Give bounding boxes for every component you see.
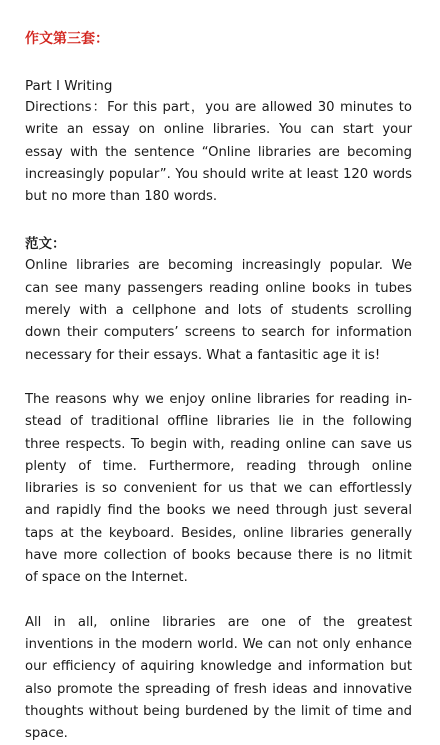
essay-set-title: 作文第三套： <box>25 31 109 47</box>
spacer <box>25 50 412 75</box>
sample-essay-label: 范文： <box>25 236 66 253</box>
spacer <box>25 590 412 612</box>
essay-paragraph-1: Online libraries are becoming increasingly popular. We can see many passengers reading online books in tubes merely with a cellphone and lots of students scrolling down their computers’ screens to search for information necessary for their essays. What a fantasitic age it is! <box>25 258 412 363</box>
essay-paragraph-2: The reasons why we enjoy online libraries for reading instead of traditional offline libraries lie in the following three respects. To begin with, reading online can save us plenty of time. Furthermore, reading through online libraries is so convenient for us that we can effortlessly and rapidly find the books we need through just several taps at the keyboard. Besides, online libraries generally have more collection of books because there is no litmit of space on the Internet. <box>25 391 412 586</box>
directions-text: Directions：For this part，you are allowed 30 minutes to write an essay on online libraries. You can start your essay with the sentence “Online libraries are becoming increasingly popular”. You should write at least 120 words but no more than 180 words. <box>25 100 412 205</box>
spacer <box>25 208 412 233</box>
essay-paragraph-3: All in all, online libraries are one of the greatest inventions in the modern world. We can not only enhance our efficiency of aquiring knowledge and information but also promote the spreading of fresh ideas and innovative thoughts without being burdened by the limit of time and space. <box>25 614 412 742</box>
spacer <box>25 367 412 389</box>
part-title: Part I Writing <box>25 78 113 94</box>
